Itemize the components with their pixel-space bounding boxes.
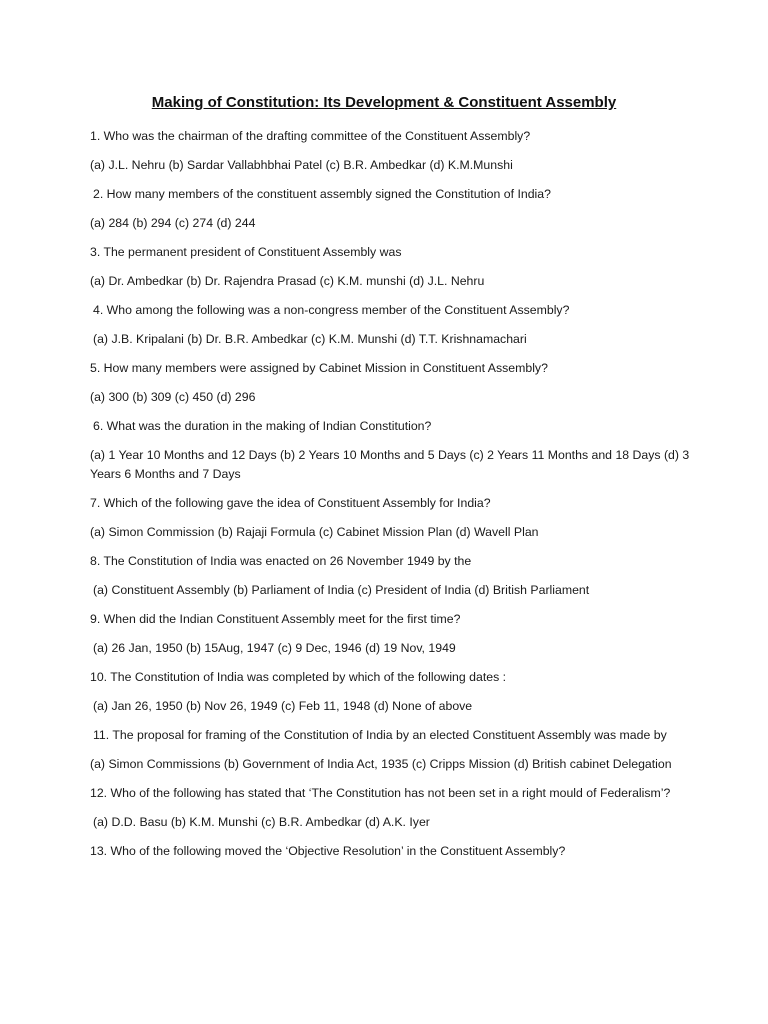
- options-11: (a) Simon Commissions (b) Government of India Act, 1935 (c) Cripps Mission (d) British cabinet Delegation: [90, 757, 672, 771]
- options-5: (a) 300 (b) 309 (c) 450 (d) 296: [90, 390, 256, 404]
- question-9: 9. When did the Indian Constituent Assembly meet for the first time?: [90, 612, 461, 626]
- options-4: (a) J.B. Kripalani (b) Dr. B.R. Ambedkar (c) K.M. Munshi (d) T.T. Krishnamachari: [93, 332, 527, 346]
- question-10: 10. The Constitution of India was completed by which of the following dates :: [90, 670, 507, 684]
- question-7: 7. Which of the following gave the idea of Constituent Assembly for India?: [90, 496, 491, 510]
- question-5: 5. How many members were assigned by Cabinet Mission in Constituent Assembly?: [90, 361, 548, 375]
- question-3: 3. The permanent president of Constituent Assembly was: [90, 245, 402, 259]
- question-13: 13. Who of the following moved the ‘Objective Resolution’ in the Constituent Assembly?: [90, 844, 566, 858]
- question-12: 12. Who of the following has stated that ‘The Constitution has not been set in a right mould of Federalism’?: [90, 786, 671, 800]
- question-11: 11. The proposal for framing of the Constitution of India by an elected Constituent Assembly was made by: [93, 728, 667, 742]
- question-8: 8. The Constitution of India was enacted on 26 November 1949 by the: [90, 554, 472, 568]
- options-12: (a) D.D. Basu (b) K.M. Munshi (c) B.R. Ambedkar (d) A.K. Iyer: [93, 815, 430, 829]
- document-title: Making of Constitution: Its Development & Constituent Assembly: [151, 94, 617, 111]
- question-4: 4. Who among the following was a non-congress member of the Constituent Assembly?: [93, 303, 570, 317]
- options-9: (a) 26 Jan, 1950 (b) 15Aug, 1947 (c) 9 Dec, 1946 (d) 19 Nov, 1949: [93, 641, 456, 655]
- options-7: (a) Simon Commission (b) Rajaji Formula (c) Cabinet Mission Plan (d) Wavell Plan: [90, 525, 539, 539]
- options-1: (a) J.L. Nehru (b) Sardar Vallabhbhai Patel (c) B.R. Ambedkar (d) K.M.Munshi: [90, 158, 513, 172]
- options-2: (a) 284 (b) 294 (c) 274 (d) 244: [90, 216, 256, 230]
- question-1: 1. Who was the chairman of the drafting committee of the Constituent Assembly?: [90, 129, 531, 143]
- options-3: (a) Dr. Ambedkar (b) Dr. Rajendra Prasad (c) K.M. munshi (d) J.L. Nehru: [90, 274, 485, 288]
- options-8: (a) Constituent Assembly (b) Parliament of India (c) President of India (d) British Parliament: [93, 583, 590, 597]
- question-list: [90, 127, 690, 871]
- question-2: 2. How many members of the constituent assembly signed the Constitution of India?: [93, 187, 551, 201]
- options-6: (a) 1 Year 10 Months and 12 Days (b) 2 Years 10 Months and 5 Days (c) 2 Years 11 Months and 18 Days (d) 3 Years 6 Months and 7 Days: [90, 448, 690, 481]
- question-6: 6. What was the duration in the making of Indian Constitution?: [93, 419, 432, 433]
- options-10: (a) Jan 26, 1950 (b) Nov 26, 1949 (c) Feb 11, 1948 (d) None of above: [93, 699, 473, 713]
